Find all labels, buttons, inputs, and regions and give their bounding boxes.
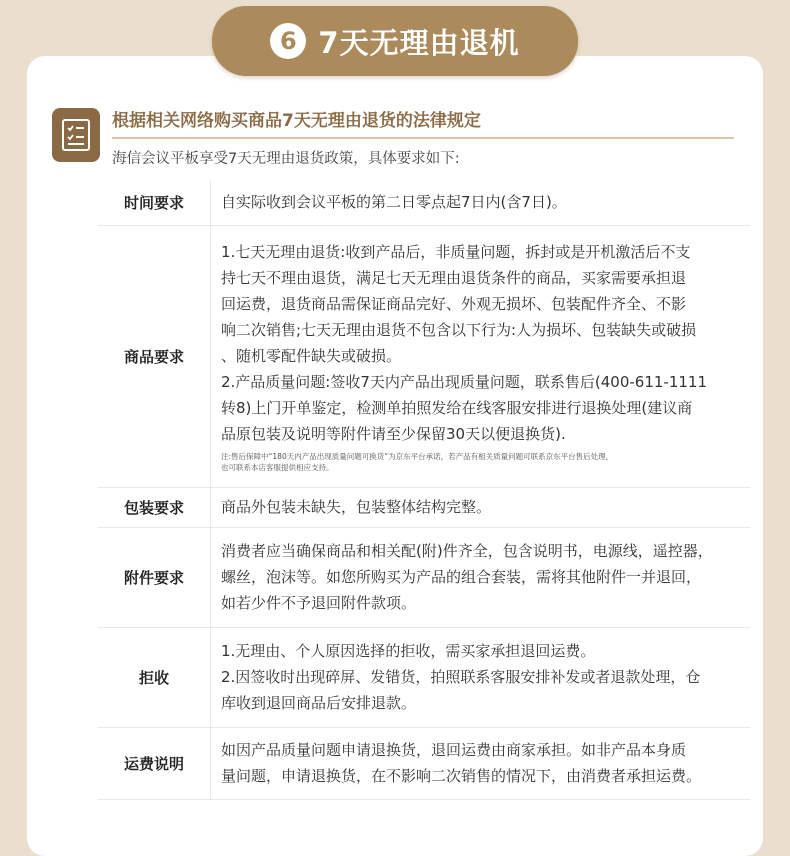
content-line: 回运费，退货商品需保证商品完好、外观无损坏、包装配件齐全、不影 — [221, 295, 687, 313]
row-content — [211, 627, 751, 727]
row-content — [211, 527, 751, 627]
policy-table — [98, 180, 750, 800]
footnote — [221, 451, 740, 473]
content-line: 1.无理由、个人原因选择的拒收，需买家承担退回运费。 — [221, 642, 596, 660]
content-line: 库收到退回商品后安排退款。 — [221, 694, 417, 712]
section-title: 根据相关网络购买商品7天无理由退货的法律规定 — [112, 106, 734, 139]
content-line: 如若少件不予退回附件款项。 — [221, 594, 417, 612]
content-line: 2.因签收时出现碎屏、发错货，拍照联系客服安排补发或者退款处理，仓 — [221, 668, 701, 686]
content-line: 2.产品质量问题:签收7天内产品出现质量问题，联系售后(400-611-1111 — [221, 373, 708, 391]
row-content — [211, 727, 751, 799]
row-label: 运费说明 — [98, 727, 211, 799]
content-line: 品原包装及说明等附件请至少保留30天以便退换货). — [221, 425, 566, 443]
content-line: 量问题，申请退换货，在不影响二次销售的情况下，由消费者承担运费。 — [221, 767, 702, 785]
content-line: 、随机零配件缺失或破损。 — [221, 347, 402, 365]
content-line: 1.七天无理由退货:收到产品后，非质量问题，拆封或是开机激活后不支 — [221, 243, 691, 261]
row-label: 时间要求 — [98, 180, 211, 225]
content-line: 转8)上门开单鉴定，检测单拍照发给在线客服安排进行退换处理(建议商 — [221, 399, 693, 417]
content-line: 持七天不理由退货，满足七天无理由退货条件的商品，买家需要承担退 — [221, 269, 687, 287]
section-subtitle: 海信会议平板享受7天无理由退货政策，具体要求如下: — [112, 151, 460, 167]
row-content — [211, 180, 751, 225]
checklist-icon — [52, 108, 100, 162]
table-row — [98, 487, 750, 527]
step-number-badge: 6 — [270, 23, 306, 59]
table-row — [98, 727, 750, 799]
row-label: 商品要求 — [98, 225, 211, 487]
banner-title: 7天无理由退机 — [318, 25, 520, 60]
row-content — [211, 487, 751, 527]
row-label: 包装要求 — [98, 487, 211, 527]
content-line: 自实际收到会议平板的第二日零点起7日内(含7日)。 — [221, 193, 567, 212]
content-line: 螺丝，泡沫等。如您所购买为产品的组合套装，需将其他附件一并退回， — [221, 568, 702, 586]
title-banner — [212, 6, 578, 76]
content-line: 响二次销售;七天无理由退货不包含以下行为:人为损坏、包装缺失或破损 — [221, 321, 697, 339]
row-label: 拒收 — [98, 627, 211, 727]
table-row — [98, 225, 750, 487]
content-line: 如因产品质量问题申请退换货，退回运费由商家承担。如非产品本身质 — [221, 741, 687, 759]
content-line: 消费者应当确保商品和相关配(附)件齐全，包含说明书，电源线，遥控器， — [221, 542, 713, 560]
row-label: 附件要求 — [98, 527, 211, 627]
table-row — [98, 627, 750, 727]
table-row — [98, 527, 750, 627]
content-line: 商品外包装未缺失，包装整体结构完整。 — [221, 498, 492, 516]
table-row — [98, 180, 750, 225]
row-content — [211, 225, 751, 487]
footnote-line: 注:售后保障中“180天内产品出现质量问题可换货”为京东平台承诺，若产品有相关质量问题可联系京东平台售后处理， — [221, 452, 614, 461]
footnote-line: 也可联系本店客服提供相应支持。 — [221, 463, 334, 472]
